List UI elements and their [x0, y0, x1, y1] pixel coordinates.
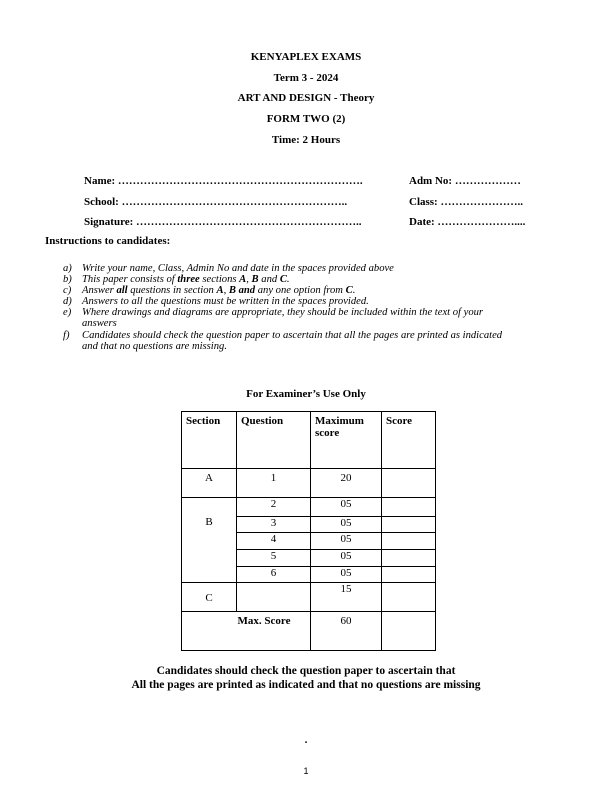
table-row — [182, 583, 436, 612]
question-cell: 3 — [237, 517, 311, 533]
question-cell: 5 — [237, 550, 311, 567]
question-cell: 6 — [237, 567, 311, 583]
class-field[interactable]: Class: ………………….. — [409, 196, 523, 208]
header-question: Question — [237, 412, 311, 469]
max-score-cell: 05 — [311, 498, 382, 517]
instructions-title: Instructions to candidates: — [45, 235, 171, 247]
table-header-row — [182, 412, 436, 469]
section-cell: A — [182, 469, 237, 498]
instruction-label: c) — [63, 285, 72, 296]
question-cell: 2 — [237, 498, 311, 517]
instructions-list — [63, 263, 583, 383]
score-input-cell[interactable] — [382, 533, 436, 550]
instruction-text: Candidates should check the question paper to ascertain that all the pages are printed as indicated — [82, 330, 503, 341]
table-row — [182, 469, 436, 498]
score-input-cell[interactable] — [382, 517, 436, 533]
score-input-cell[interactable] — [382, 583, 436, 612]
instruction-label: d) — [63, 296, 72, 307]
max-score-cell: 15 — [311, 583, 382, 612]
score-input-cell[interactable] — [382, 498, 436, 517]
total-score-input-cell[interactable] — [382, 612, 436, 651]
max-score-cell: 05 — [311, 550, 382, 567]
footer-notice-line1: Candidates should check the question paper to ascertain that — [156, 665, 456, 677]
max-score-cell: 05 — [311, 517, 382, 533]
page-number: 1 — [303, 766, 309, 776]
exam-org: KENYAPLEX EXAMS — [250, 51, 362, 63]
instruction-text: Write your name, Class, Admin No and date in the spaces provided above — [82, 263, 394, 274]
instruction-label: f) — [63, 330, 70, 341]
question-cell: 1 — [237, 469, 311, 498]
instruction-text: Where drawings and diagrams are appropriate, they should be included within the text of your — [82, 307, 484, 318]
instruction-item — [63, 330, 583, 354]
date-field[interactable]: Date: ………………….... — [409, 216, 526, 228]
max-score-cell: 05 — [311, 533, 382, 550]
max-score-cell: 20 — [311, 469, 382, 498]
instruction-text-cont: answers — [82, 318, 117, 329]
table-total-row — [182, 612, 436, 651]
instruction-label: b) — [63, 274, 72, 285]
exam-term: Term 3 - 2024 — [273, 72, 339, 84]
section-cell: B — [182, 498, 237, 583]
score-input-cell[interactable] — [382, 550, 436, 567]
adm-no-field[interactable]: Adm No: ……………… — [409, 175, 521, 187]
instruction-label: a) — [63, 263, 72, 274]
total-max-score: 60 — [311, 612, 382, 651]
exam-subject: ART AND DESIGN - Theory — [237, 92, 375, 104]
instruction-text-cont: and that no questions are missing. — [82, 341, 227, 352]
header-score: Score — [382, 412, 436, 469]
examiner-score-table — [181, 411, 436, 651]
instruction-text: Answer all questions in section A, B and any one option from C. — [82, 285, 356, 296]
school-field[interactable]: School: …………………………………………………….. — [84, 196, 348, 208]
question-cell — [237, 583, 311, 612]
name-field[interactable]: Name: …………………………………………………………. — [84, 175, 363, 187]
max-score-cell: 05 — [311, 567, 382, 583]
table-row — [182, 498, 436, 517]
question-cell: 4 — [237, 533, 311, 550]
total-label: Max. Score — [182, 612, 311, 651]
header-section: Section — [182, 412, 237, 469]
signature-field[interactable]: Signature: …………………………………………………….. — [84, 216, 362, 228]
header-maximum-score: Maximum score — [311, 412, 382, 469]
section-cell: C — [182, 583, 237, 612]
exam-time: Time: 2 Hours — [271, 134, 341, 146]
score-input-cell[interactable] — [382, 469, 436, 498]
footer-dot: . — [304, 734, 308, 746]
instruction-label: e) — [63, 307, 72, 318]
exam-form: FORM TWO (2) — [266, 113, 346, 125]
footer-notice-line2: All the pages are printed as indicated and that no questions are missing — [131, 679, 481, 691]
instruction-item — [63, 307, 583, 331]
instruction-text: Answers to all the questions must be written in the spaces provided. — [82, 296, 369, 307]
score-input-cell[interactable] — [382, 567, 436, 583]
examiner-title: For Examiner’s Use Only — [246, 388, 366, 400]
instruction-text: This paper consists of three sections A, B and C. — [82, 274, 290, 285]
